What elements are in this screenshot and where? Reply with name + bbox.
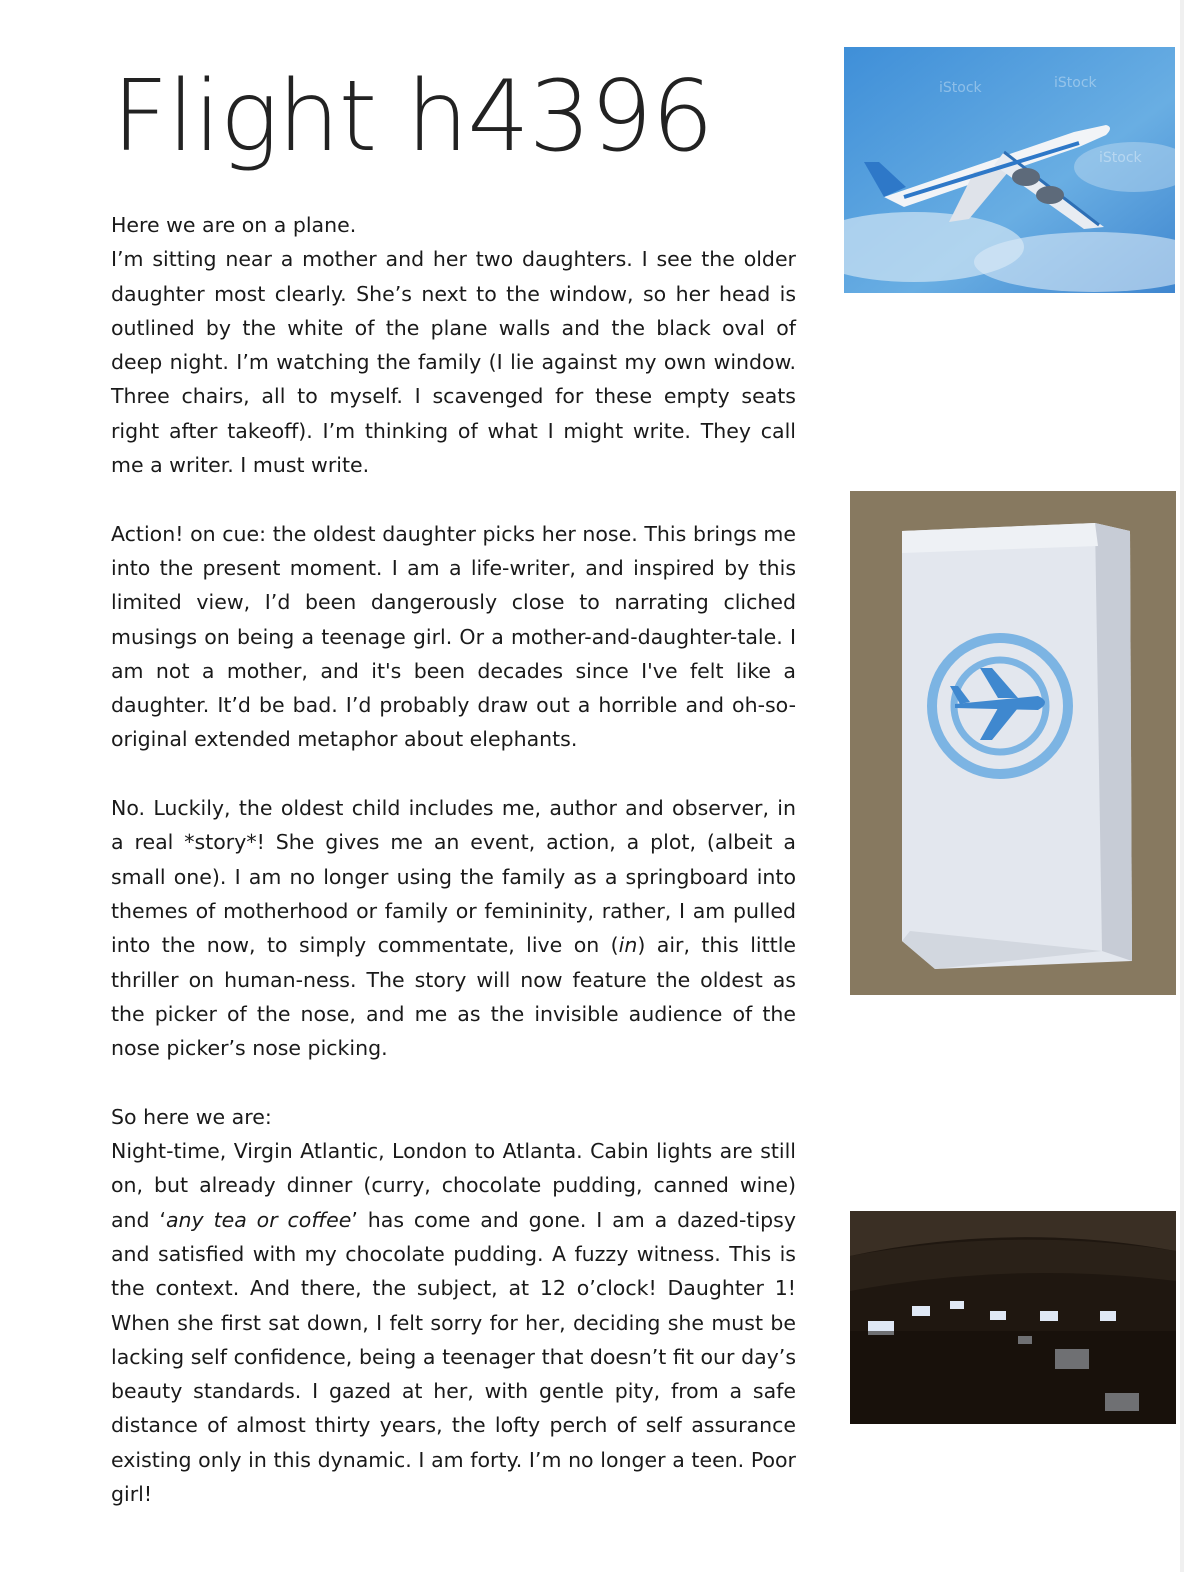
paragraph-4 (111, 1100, 796, 1512)
paragraph-3-text-b: ) air, this little thriller on human-ness. The story will now feature the oldest as the picker of the nose, and me as the invisible audience of the nose picker’s nose picking. (111, 933, 797, 1061)
airplane-cabin-image (850, 1211, 1176, 1424)
paragraph-1-opening: Here we are on a plane. (111, 213, 357, 237)
page-edge (1180, 0, 1184, 1572)
paragraph-3 (111, 791, 796, 1065)
paragraph-4-opening: So here we are: (111, 1104, 272, 1129)
paragraph-3-italic: in (618, 933, 638, 958)
paragraph-1-body: I’m sitting near a mother and her two daughters. I see the older daughter most clearly. She’s next to the window, so her head is outlined by the white of the plane walls and the black oval of deep night. I’m watching the family (I lie against my own window. Three chairs, all to myself. I scavenged for these empty seats right after takeoff). I’m thinking of what I might write. They call me a writer. I must write. (111, 247, 796, 478)
airplane-image (844, 47, 1175, 293)
paragraph-4-italic: any tea or coffee (165, 1207, 352, 1232)
paragraph-3-text-a: No. Luckily, the oldest child includes me, author and observer, in a real *story*! She gives me an event, action, a plot, (albeit a small one). I am no longer using the family as a springboard into themes of motherhood or family or femininity, rather, I am pulled into the now, to simply commentate, live on ( (111, 796, 796, 958)
page-title: Flight h4396 (112, 60, 713, 174)
watermark-2: iStock (1054, 75, 1097, 91)
paragraph-4-text-b: ’ has come and gone. I am a dazed-tipsy and satisfied with my chocolate pudding. A fuzzy witness. This is the context. And there, the subject, at 12 o’clock! Daughter 1! When she first sat down, I felt sorry for her, deciding she must be lacking self confidence, being a teenager that doesn’t fit our day’s beauty standards. I gazed at her, with gentle pity, from a safe distance of almost thirty years, the lofty perch of self assurance existing only in this dynamic. I am forty. I’m no longer a teen. Poor girl! (111, 1207, 796, 1506)
paragraph-2: Action! on cue: the oldest daughter picks her nose. This brings me into the present moment. I am a life-writer, and inspired by this limited view, I’d been dangerously close to narrating cliched musings on being a teenage girl. Or a mother-and-daughter-tale. I am not a mother, and it's been decades since I've felt like a daughter. It’d be bad. I’d probably draw out a horrible and oh-so-original extended metaphor about elephants. (111, 521, 796, 752)
watermark-3: iStock (1099, 150, 1142, 166)
airsickness-bag-image (850, 491, 1176, 995)
paragraph-1 (111, 208, 796, 482)
paragraph-4-text-a: Night-time, Virgin Atlantic, London to Atlanta. Cabin lights are still on, but already dinner (curry, chocolate pudding, canned wine) and ‘ (111, 1139, 796, 1232)
airplane-logo-icon (932, 638, 1068, 774)
watermark-1: iStock (939, 80, 982, 96)
article-body (111, 208, 796, 1546)
